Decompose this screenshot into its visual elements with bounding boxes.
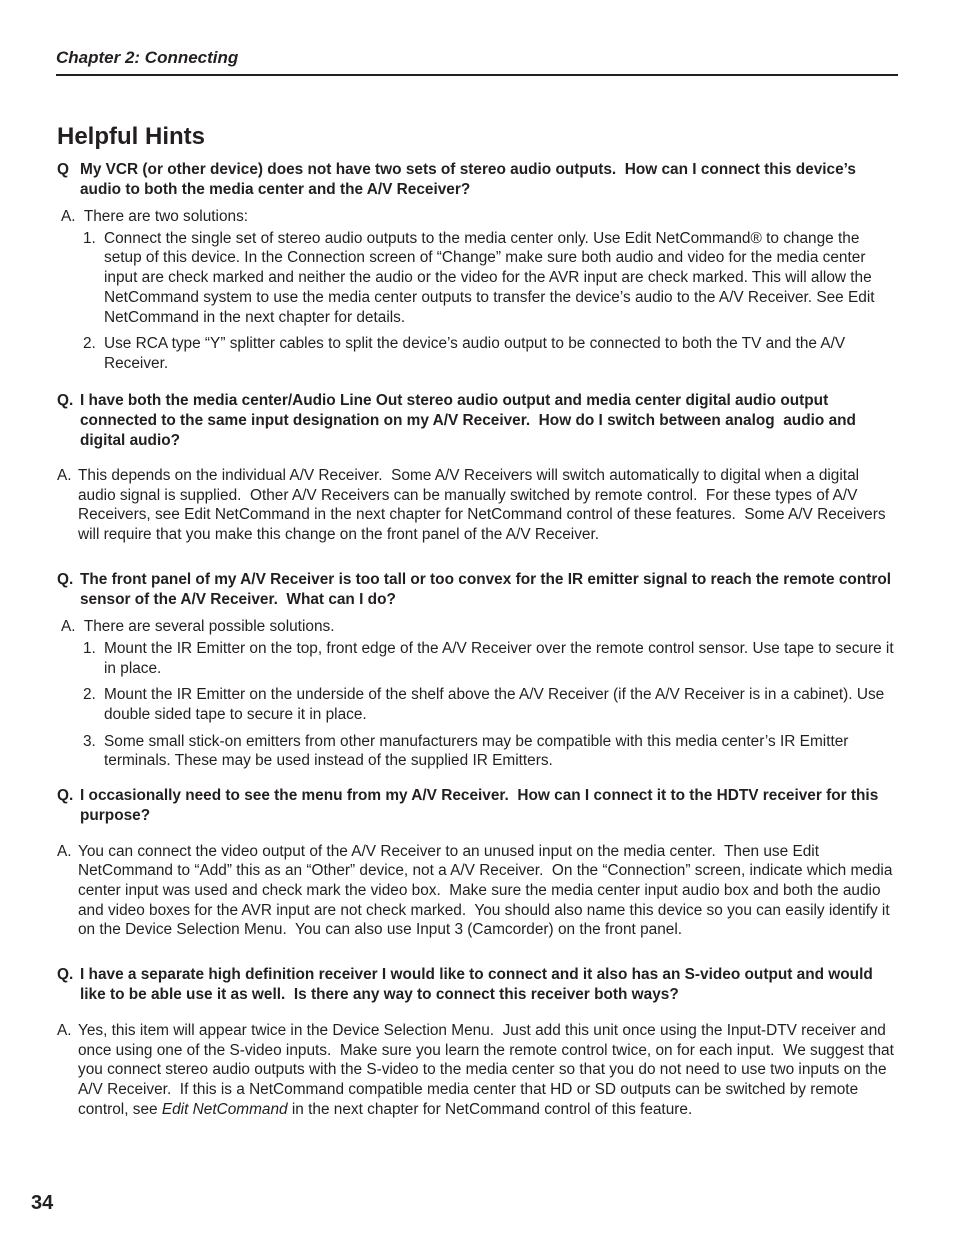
faq-item-3 <box>57 570 897 771</box>
step-number: 2. <box>83 686 96 704</box>
page-title: Helpful Hints <box>57 123 205 150</box>
step-text: Mount the IR Emitter on the underside of the shelf above the A/V Receiver (if the A/V Receiver is in a cabinet). Use double sided tape to secure it in place. <box>104 686 885 724</box>
step-number: 3. <box>83 732 96 750</box>
header-divider <box>56 74 898 76</box>
question-text <box>57 965 897 1005</box>
edit-netcommand-reference: Edit NetCommand <box>161 1100 288 1118</box>
question-text <box>57 391 897 451</box>
question-text <box>57 786 897 826</box>
faq-content <box>57 160 897 1135</box>
answer-text <box>57 466 897 545</box>
answer <box>57 207 897 374</box>
question-text <box>57 570 897 610</box>
answer-text <box>57 842 897 941</box>
answer-body: This depends on the individual A/V Receiver. Some A/V Receivers will switch automatically to digital when a digital audio signal is supplied. Other A/V Receivers can be manually switched by remote control. For these types of A/V Receivers, see Edit NetCommand in the next chapter for NetCommand control of these features. Some A/V Receivers will require that you make this change on the front panel of the A/V Receiver. <box>78 467 890 544</box>
faq-item-5 <box>57 965 897 1119</box>
answer-intro: A. There are several possible solutions. <box>61 618 335 636</box>
chapter-header: Chapter 2: Connecting <box>56 48 239 67</box>
answer <box>57 466 897 545</box>
answer-body-start: Yes, this item will appear twice in the Device Selection Menu. Just add this unit once using the Input-DTV receiver and once using one of the S-video inputs. Make sure you learn the remote control twice, on for each input. We suggest that you connect stereo audio outputs with the S-video to the media center so that you do not need to use two inputs on the A/V Receiver. If this is a NetCommand compatible media center that HD or SD outputs can be switched by remote control, see <box>78 1021 899 1118</box>
faq-item-1 <box>57 160 897 374</box>
step-number: 1. <box>83 229 96 247</box>
question-tag: Q. <box>57 966 74 984</box>
step-text: Some small stick-on emitters from other manufacturers may be compatible with this media center’s IR Emitter terminals. These may be used instead of the supplied IR Emitters. <box>104 732 849 770</box>
solution-list <box>57 229 897 374</box>
question-tag: Q <box>57 161 69 178</box>
page-number: 34 <box>31 1192 54 1214</box>
question-text <box>57 160 897 200</box>
list-item <box>57 639 897 678</box>
question-tag: Q. <box>57 571 74 589</box>
question-tag: Q. <box>57 787 74 805</box>
step-number: 1. <box>83 639 96 657</box>
answer-intro: A. There are two solutions: <box>61 208 249 225</box>
step-text: Use RCA type “Y” splitter cables to split the device’s audio output to be connected to both the TV and the A/V Receiver. <box>104 335 846 372</box>
answer-tag: A. <box>57 842 72 860</box>
question-body: The front panel of my A/V Receiver is too tall or too convex for the IR emitter signal to reach the remote control sensor of the A/V Receiver. What can I do? <box>80 571 896 609</box>
step-text: Mount the IR Emitter on the top, front edge of the A/V Receiver over the remote control sensor. Use tape to secure it in place. <box>104 639 894 677</box>
answer <box>57 1021 897 1120</box>
list-item <box>57 229 897 328</box>
answer <box>57 842 897 941</box>
question-body: I have a separate high definition receiver I would like to connect and it also has an S-video output and would like to be able use it as well. Is there any way to connect this receiver both ways? <box>80 966 878 1004</box>
answer <box>57 617 897 771</box>
faq-item-4 <box>57 786 897 940</box>
list-item <box>57 732 897 771</box>
faq-item-2 <box>57 391 897 545</box>
answer-body: You can connect the video output of the A/V Receiver to an unused input on the media center. Then use Edit NetCommand to “Add” this as an “Other” device, not a A/V Receiver. On the “Connection” screen, indicate which media center input was used and check mark the video box. Make sure the media center input audio box and both the audio and video boxes for the AVR input are not check marked. You should also name this device so you can easily identify it on the Device Selection Menu. You can also use Input 3 (Camcorder) on the front panel. <box>78 842 897 939</box>
list-item <box>57 685 897 724</box>
question-body: I occasionally need to see the menu from my A/V Receiver. How can I connect it to the HDTV receiver for this purpose? <box>80 787 883 825</box>
question-body: My VCR (or other device) does not have two sets of stereo audio outputs. How can I connect this device’s audio to both the media center and the A/V Receiver? <box>80 161 861 198</box>
step-text: Connect the single set of stereo audio outputs to the media center only. Use Edit NetCommand® to change the setup of this device. In the Connection screen of “Change” make sure both audio and video for the media center input are check marked and neither the audio or the video for the AVR input are check marked. This will allow the NetCommand system to use the media center outputs to transfer the device’s audio to the A/V Receiver. See Edit NetCommand in the next chapter for details. <box>104 229 875 326</box>
answer-text <box>57 1021 897 1120</box>
question-tag: Q. <box>57 391 74 409</box>
step-number: 2. <box>83 335 96 353</box>
answer-body-end: in the next chapter for NetCommand control of this feature. <box>287 1100 693 1118</box>
solution-list <box>57 639 897 771</box>
question-body: I have both the media center/Audio Line Out stereo audio output and media center digital audio output connected to the same input designation on my A/V Receiver. How do I switch between analog audio and digital audio? <box>80 391 861 449</box>
answer-tag: A. <box>57 1021 72 1039</box>
answer-tag: A. <box>57 467 72 485</box>
list-item <box>57 334 897 373</box>
